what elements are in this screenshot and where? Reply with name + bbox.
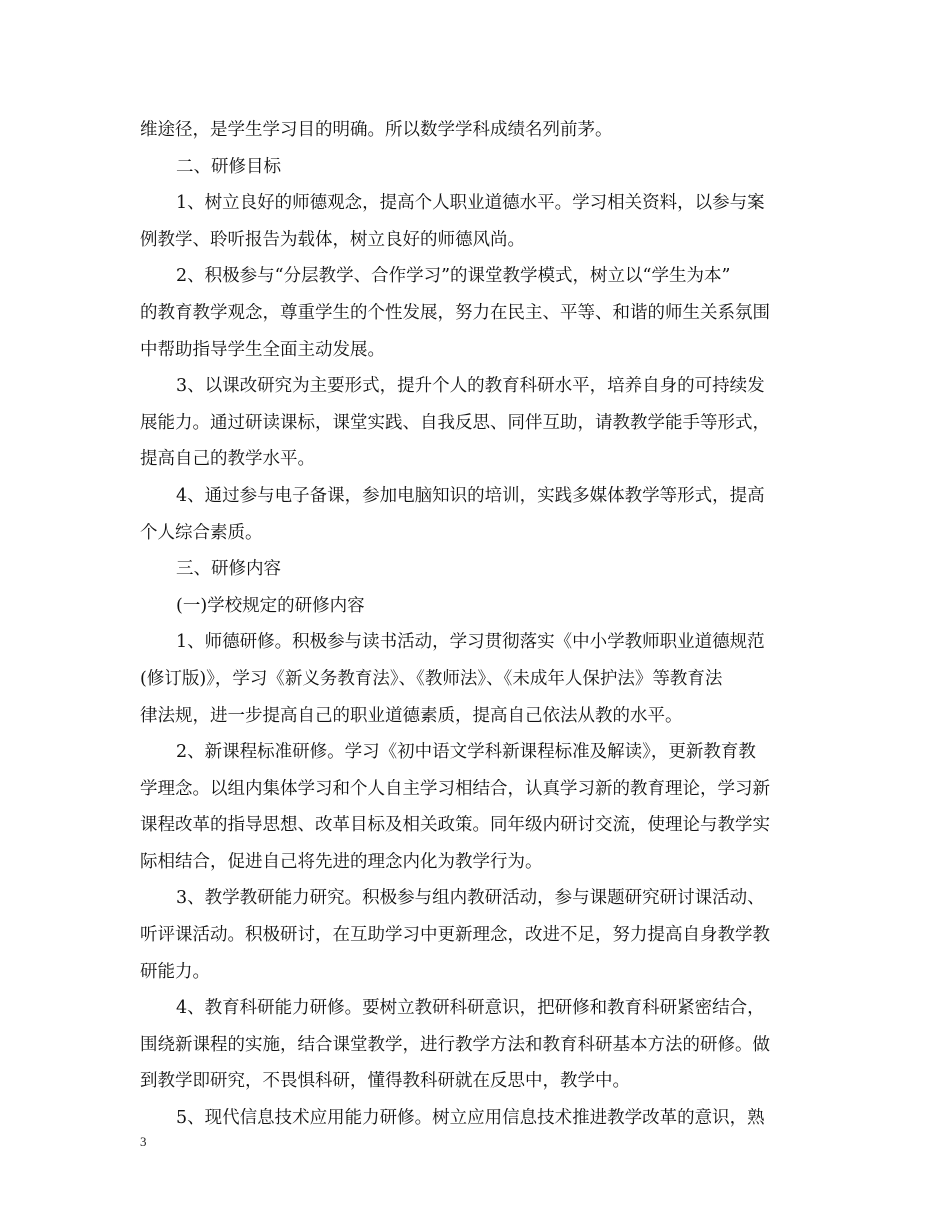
text-line: 2、积极参与“分层教学、合作学习”的课堂教学模式，树立以“学生为本” [176,266,731,287]
paragraph [140,112,815,149]
text-line: 3、以课改研究为主要形式，提升个人的教育科研水平，培养自身的可持续发 [176,376,765,397]
text-line: 例教学、聆听报告为载体，树立良好的师德风尚。 [140,229,525,250]
text-line: 个人综合素质。 [140,522,263,543]
paragraph [140,624,815,734]
text-line: 际相结合，促进自己将先进的理念内化为教学行为。 [140,851,543,872]
paragraph [140,368,815,478]
text-line: 的教育教学观念，尊重学生的个性发展，努力在民主、平等、和谐的师生关系氛围 [140,302,770,323]
text-line: 学理念。以组内集体学习和个人自主学习相结合，认真学习新的教育理论，学习新 [140,778,770,799]
paragraph [140,880,815,990]
paragraph [140,990,815,1100]
document-body [140,112,815,1137]
text-line: 三、研修内容 [176,559,281,580]
text-line: 维途径，是学生学习目的明确。所以数学学科成绩名列前茅。 [140,120,613,140]
text-line: 听评课活动。积极研讨，在互助学习中更新理念，改进不足，努力提高自身教学教 [140,925,770,946]
text-line: 5、现代信息技术应用能力研修。树立应用信息技术推进教学改革的意识，熟 [176,1108,765,1129]
text-line: 4、通过参与电子备课，参加电脑知识的培训，实践多媒体教学等形式，提高 [176,485,765,506]
text-line: 提高自己的教学水平。 [140,449,315,470]
text-line: 1、师德研修。积极参与读书活动，学习贯彻落实《中小学教师职业道德规范 [176,632,765,653]
paragraph [140,258,815,368]
text-line: 4、教育科研能力研修。要树立教研科研意识，把研修和教育科研紧密结合， [176,998,765,1019]
paragraph [140,478,815,551]
text-line: (一)学校规定的研修内容 [176,595,365,616]
paragraph [140,1100,815,1137]
text-line: 二、研修目标 [176,156,281,177]
page-number: 3 [140,1134,147,1149]
text-line: (修订版)》，学习《新义务教育法》、《教师法》、《未成年人保护法》等教育法 [140,668,723,689]
text-line: 1、树立良好的师德观念，提高个人职业道德水平。学习相关资料，以参与案 [176,193,765,214]
text-line: 到教学即研究，不畏惧科研，懂得教科研就在反思中，教学中。 [140,1071,630,1092]
text-line: 3、教学教研能力研究。积极参与组内教研活动，参与课题研究研讨课活动、 [176,888,765,909]
text-line: 研能力。 [140,961,210,982]
section-heading [140,149,815,186]
subsection-heading [140,588,815,625]
text-line: 展能力。通过研读课标，课堂实践、自我反思、同伴互助，请教教学能手等形式， [140,412,770,433]
text-line: 2、新课程标准研修。学习《初中语文学科新课程标准及解读》，更新教育教 [176,742,756,763]
paragraph [140,185,815,258]
paragraph [140,734,815,880]
text-line: 围绕新课程的实施，结合课堂教学，进行教学方法和教育科研基本方法的研修。做 [140,1034,770,1055]
text-line: 律法规，进一步提高自己的职业道德素质，提高自己依法从教的水平。 [140,705,683,726]
section-heading [140,551,815,588]
text-line: 课程改革的指导思想、改革目标及相关政策。同年级内研讨交流，使理论与教学实 [140,815,770,836]
text-line: 中帮助指导学生全面主动发展。 [140,339,385,360]
